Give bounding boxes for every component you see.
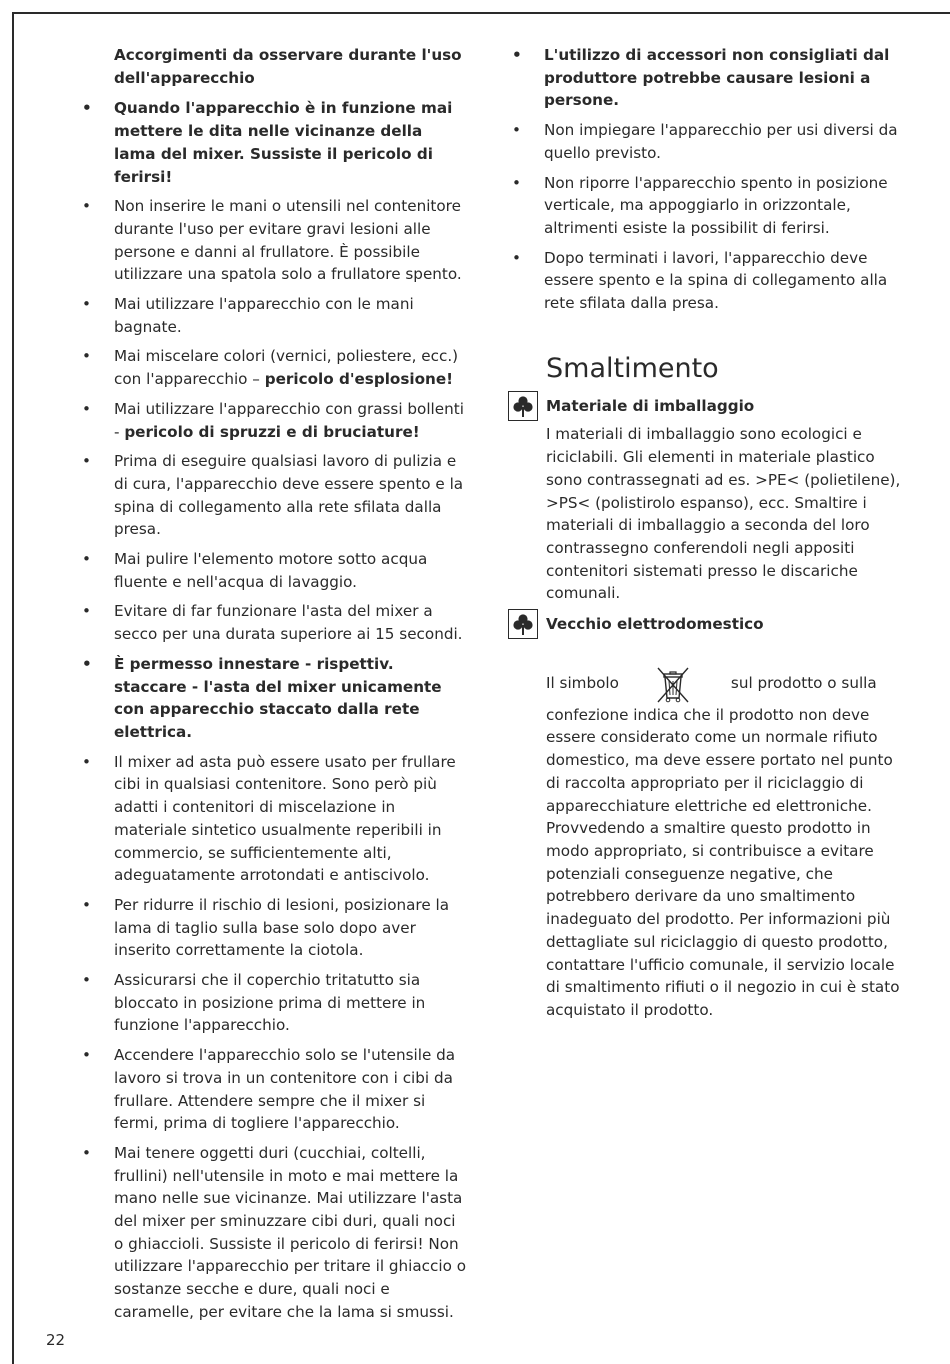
right-column	[512, 44, 902, 1022]
list-item: • Dopo terminati i lavori, l'apparecchio deve essere spento e la spina di collegamento alla rete sfilata dalla presa.	[512, 247, 902, 315]
crossed-bin-icon	[653, 666, 693, 704]
old-appliance-title: Vecchio elettrodomestico	[546, 615, 764, 634]
list-item: • Per ridurre il rischio di lesioni, posizionare la lama di taglio sulla base solo dopo aver inserito correttamente la ciotola.	[82, 894, 467, 962]
page-frame-left	[12, 12, 14, 1364]
list-item: • Accendere l'apparecchio solo se l'utensile da lavoro si trova in un contenitore con i cibi da frullare. Attendere sempre che il mixer si fermi, prima di togliere l'apparecchio.	[82, 1044, 467, 1135]
list-item: • Mai utilizzare l'apparecchio con le mani bagnate.	[82, 293, 467, 338]
list-item: • Quando l'apparecchio è in funzione mai mettere le dita nelle vicinanze della lama del mixer. Sussiste il pericolo di ferirsi!	[82, 97, 467, 188]
list-item: • Mai utilizzare l'apparecchio con grassi bollenti - pericolo di spruzzi e di bruciature!	[82, 398, 467, 443]
usage-precautions-heading: Accorgimenti da osservare durante l'uso dell'apparecchio	[114, 46, 462, 87]
clover-icon	[508, 391, 538, 421]
list-item: • Mai tenere oggetti duri (cucchiai, coltelli, frullini) nell'utensile in moto e mai mettere la mano nelle sue vicinanze. Mai utilizzare l'asta del mixer per sminuzzare cibi duri, quali noci o ghiaccioli. Sussiste il pericolo di ferirsi! Non utilizzare l'apparecchio per tritare il ghiaccio o sostanze secche e dure, quali noci e caramelle, per evitare che la lama si smussi.	[82, 1142, 467, 1324]
weee-symbol-line: Il simbolo sul prodotto o sulla	[512, 666, 902, 704]
left-column	[82, 44, 467, 1331]
safety-list-left	[82, 97, 467, 1323]
packaging-text: I materiali di imballaggio sono ecologici e riciclabili. Gli elementi in materiale plastico sono contrassegnati ad es. >PE< (polietilene), >PS< (polistirolo espanso), ecc. Smaltire i materiali di imballaggio a seconda del loro contrassegno conferendoli negli appositi contenitori sistemati presso le discariche comunali.	[546, 425, 901, 603]
packaging-subsection	[512, 395, 902, 418]
list-item: • Mai pulire l'elemento motore sotto acqua fluente e nell'acqua di lavaggio.	[82, 548, 467, 593]
page-frame-top	[12, 12, 950, 14]
list-item: • L'utilizzo di accessori non consigliati dal produttore potrebbe causare lesioni a persone.	[512, 44, 902, 112]
list-item: • Prima di eseguire qualsiasi lavoro di pulizia e di cura, l'apparecchio deve essere spento e la spina di collegamento alla rete sfilata dalla presa.	[82, 450, 467, 541]
list-item: • È permesso innestare - rispettiv. staccare - l'asta del mixer unicamente con apparecchio staccato dalla rete elettrica.	[82, 653, 467, 744]
list-item: • Non riporre l'apparecchio spento in posizione verticale, ma appoggiarlo in orizzontale, altrimenti esiste la possibilit di ferirsi.	[512, 172, 902, 240]
list-item: • Mai miscelare colori (vernici, poliestere, ecc.) con l'apparecchio – pericolo d'esplosione!	[82, 345, 467, 390]
safety-list-right	[512, 44, 902, 315]
disposal-section-title: Smaltimento	[546, 352, 719, 384]
old-appliance-subsection	[512, 613, 902, 636]
list-item: • Non impiegare l'apparecchio per usi diversi da quello previsto.	[512, 119, 902, 164]
list-item: • Assicurarsi che il coperchio tritatutto sia bloccato in posizione prima di mettere in funzione l'apparecchio.	[82, 969, 467, 1037]
list-item: • Non inserire le mani o utensili nel contenitore durante l'uso per evitare gravi lesioni alle persone e danni al frullatore. È possibile utilizzare una spatola solo a frullatore spento.	[82, 195, 467, 286]
list-item: • Il mixer ad asta può essere usato per frullare cibi in qualsiasi contenitore. Sono però più adatti i contenitori di miscelazione in materiale sintetico usualmente reperibili in commercio, se sufficientemente alti, adeguatamente arrotondati e antiscivolo.	[82, 751, 467, 887]
packaging-title: Materiale di imballaggio	[546, 396, 755, 415]
list-item: • Evitare di far funzionare l'asta del mixer a secco per una durata superiore ai 15 secondi.	[82, 600, 467, 645]
page-number: 22	[46, 1331, 66, 1349]
old-appliance-text: confezione indica che il prodotto non deve essere considerato come un normale rifiuto domestico, ma deve essere portato nel punto di raccolta appropriato per il riciclaggio di apparecchiature elettriche ed elettroniche. Provvedendo a smaltire questo prodotto in modo appropriato, si contribuisce a evitare potenziali conseguenze negative, che potrebbero derivare da uno smaltimento inadeguato del prodotto. Per informazioni più dettagliate sul riciclaggio di questo prodotto, contattare l'ufficio comunale, il servizio locale di smaltimento rifiuti o il negozio in cui è stato acquistato il prodotto.	[546, 705, 900, 1019]
clover-icon	[508, 609, 538, 639]
